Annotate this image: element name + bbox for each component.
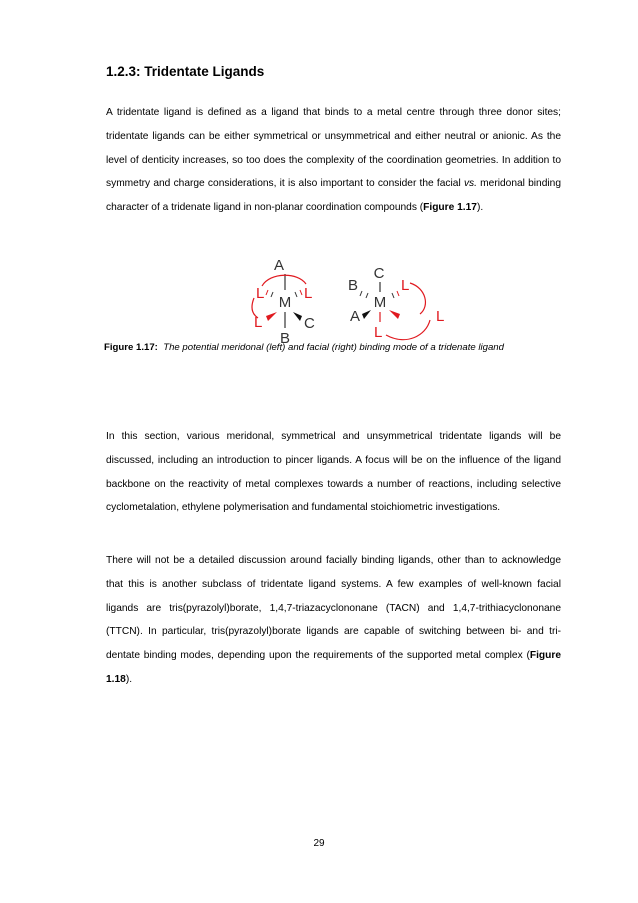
- right-atom-a: A: [350, 308, 361, 325]
- right-dash-3: [392, 293, 394, 298]
- left-atom-b: B: [279, 330, 291, 345]
- figure-reference-1-18: Figure 1.18: [106, 650, 561, 685]
- paragraph-facial: [106, 549, 561, 692]
- left-metal-m: M: [278, 294, 292, 311]
- left-dash-4: [300, 290, 302, 295]
- right-atom-c: C: [373, 265, 385, 282]
- para3-text-a: There will not be a detailed discussion around facially binding ligands, other than to acknowledge that this is another subclass of tridentate ligand systems. A few examples of well-known facial ligands are tris(pyrazolyl)borate, 1,4,7-triazacyclononane (TACN) and 1,4,7-trithiacyclononane (TTCN). In particular, tris(pyrazolyl)borate ligands are capable of switching between bi- and tri- dentate binding modes, depending upon the requirements of the supported metal complex (: [106, 555, 561, 662]
- page-number: 29: [313, 838, 325, 849]
- left-atom-a: A: [273, 257, 285, 274]
- right-ligand-arc-2: [386, 320, 430, 340]
- right-ligand-l1: L: [401, 277, 410, 294]
- paragraph-overview: In this section, various meridonal, symmetrical and unsymmetrical tridentate ligands will be discussed, including an introduction to pincer ligands. A focus will be on the influence of the ligand backbone on the reactivity of metal complexes towards a number of reactions, including selective cyclometalation, ethylene polymerisation and fundamental stoichiometric investigations.: [106, 431, 561, 514]
- left-dash-2: [271, 292, 273, 297]
- left-dash-1: [266, 290, 268, 295]
- left-ligand-l1: L: [256, 285, 265, 302]
- facial-diagram: [348, 265, 444, 341]
- left-dash-3: [295, 292, 297, 297]
- right-atom-b: B: [348, 277, 359, 294]
- right-dash-2: [366, 293, 368, 298]
- left-atom-c: C: [304, 315, 315, 332]
- figure-reference-1-17: Figure 1.17: [423, 202, 477, 214]
- right-ligand-l3: L: [436, 308, 445, 325]
- caption-text: The potential meridonal (left) and facial (right) binding mode of a tridenate ligand: [163, 342, 504, 353]
- left-ligand-arc-1: [262, 275, 306, 286]
- para1-vs: vs.: [463, 178, 477, 190]
- right-metal-m: M: [373, 294, 387, 311]
- caption-label: Figure 1.17:: [104, 342, 158, 353]
- para3-text-b: ).: [125, 673, 133, 685]
- right-wedge-a: [362, 310, 371, 319]
- section-heading: 1.2.3: Tridentate Ligands: [106, 64, 265, 79]
- left-wedge-c: [293, 312, 302, 321]
- paragraph-definition: [106, 101, 561, 220]
- right-dash-4: [397, 291, 399, 296]
- right-ligand-l2: L: [374, 324, 383, 341]
- right-dash-1: [360, 291, 362, 296]
- left-ligand-l3: L: [254, 314, 263, 331]
- binding-mode-figure: [240, 250, 460, 345]
- left-ligand-l2: L: [304, 285, 313, 302]
- right-ligand-arc-1: [410, 283, 425, 314]
- figure-caption: [104, 342, 564, 353]
- meridonal-diagram: [252, 257, 315, 345]
- left-wedge-l3: [266, 312, 277, 321]
- para1-text-a: A tridentate ligand is defined as a ligand that binds to a metal centre through three donor sites; tridentate ligands can be either symmetrical or unsymmetrical and either neutral or anionic. As the level of denticity increases, so too does the complexity of the coordination geometries. In addition to symmetry and charge considerations, it is also important to consider the facial: [106, 107, 561, 190]
- para1-text-b: meridonal binding character of a tridenate ligand in non-planar coordination compounds (: [106, 178, 561, 214]
- right-wedge-l3: [389, 310, 400, 319]
- para1-text-c: ).: [476, 202, 484, 214]
